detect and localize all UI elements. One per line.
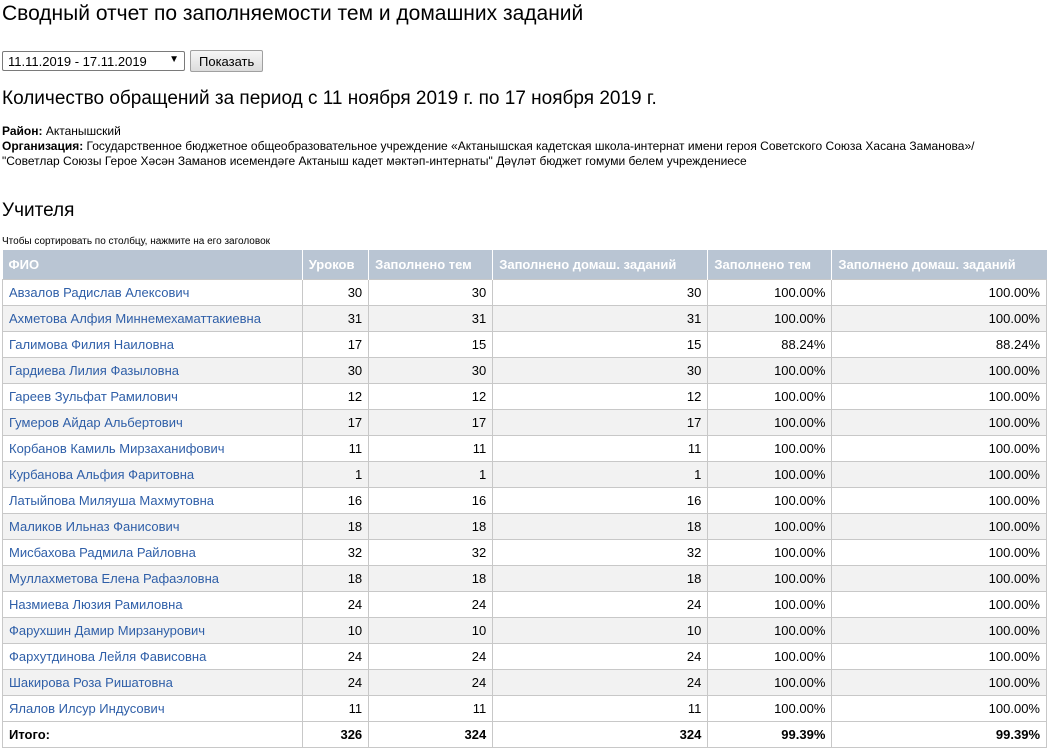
table-row bbox=[3, 306, 1047, 332]
cell-topics-filled: 24 bbox=[369, 592, 493, 618]
cell-fio bbox=[3, 436, 303, 462]
teacher-link[interactable]: Маликов Ильназ Фанисович bbox=[9, 519, 180, 534]
teacher-link[interactable]: Фархутдинова Лейля Фависовна bbox=[9, 649, 207, 664]
cell-topics-percent: 100.00% bbox=[708, 436, 832, 462]
table-row bbox=[3, 644, 1047, 670]
cell-topics-filled: 15 bbox=[369, 332, 493, 358]
period-select-value: 11.11.2019 - 17.11.2019 bbox=[8, 53, 147, 69]
cell-fio bbox=[3, 488, 303, 514]
cell-homework-filled: 10 bbox=[493, 618, 708, 644]
table-row bbox=[3, 488, 1047, 514]
cell-topics-percent: 100.00% bbox=[708, 618, 832, 644]
cell-homework-filled: 30 bbox=[493, 280, 708, 306]
table-row bbox=[3, 540, 1047, 566]
section-title: Учителя bbox=[2, 200, 75, 221]
cell-homework-percent: 100.00% bbox=[832, 566, 1047, 592]
organization-line bbox=[2, 139, 1032, 169]
cell-fio bbox=[3, 696, 303, 722]
total-topics-filled: 324 bbox=[369, 722, 493, 748]
cell-homework-percent: 100.00% bbox=[832, 514, 1047, 540]
district-value: Актанышский bbox=[45, 124, 121, 138]
cell-lessons: 17 bbox=[302, 410, 368, 436]
cell-fio bbox=[3, 644, 303, 670]
table-row bbox=[3, 618, 1047, 644]
cell-homework-filled: 17 bbox=[493, 410, 708, 436]
cell-topics-percent: 100.00% bbox=[708, 410, 832, 436]
cell-topics-filled: 31 bbox=[369, 306, 493, 332]
teacher-link[interactable]: Фарухшин Дамир Мирзанурович bbox=[9, 623, 206, 638]
cell-lessons: 24 bbox=[302, 644, 368, 670]
table-row bbox=[3, 514, 1047, 540]
col-header-fio[interactable]: ФИО bbox=[3, 250, 303, 280]
page-title: Сводный отчет по заполняемости тем и домашних заданий bbox=[2, 2, 584, 25]
cell-fio bbox=[3, 566, 303, 592]
teacher-link[interactable]: Гареев Зульфат Рамилович bbox=[9, 389, 178, 404]
cell-fio bbox=[3, 332, 303, 358]
cell-lessons: 24 bbox=[302, 592, 368, 618]
cell-topics-percent: 100.00% bbox=[708, 462, 832, 488]
cell-homework-percent: 100.00% bbox=[832, 670, 1047, 696]
table-row bbox=[3, 436, 1047, 462]
cell-lessons: 24 bbox=[302, 670, 368, 696]
table-row bbox=[3, 670, 1047, 696]
teacher-link[interactable]: Латыйпова Миляуша Махмутовна bbox=[9, 493, 215, 508]
district-label: Район: bbox=[2, 124, 43, 138]
cell-fio bbox=[3, 280, 303, 306]
cell-topics-percent: 100.00% bbox=[708, 280, 832, 306]
table-row bbox=[3, 410, 1047, 436]
cell-lessons: 30 bbox=[302, 280, 368, 306]
total-lessons: 326 bbox=[302, 722, 368, 748]
sort-hint: Чтобы сортировать по столбцу, нажмите на его заголовок bbox=[2, 236, 271, 247]
teacher-link[interactable]: Гардиева Лилия Фазыловна bbox=[9, 363, 179, 378]
cell-homework-percent: 100.00% bbox=[832, 462, 1047, 488]
teacher-link[interactable]: Гумеров Айдар Альбертович bbox=[9, 415, 183, 430]
cell-lessons: 11 bbox=[302, 436, 368, 462]
cell-topics-filled: 32 bbox=[369, 540, 493, 566]
cell-lessons: 31 bbox=[302, 306, 368, 332]
table-body bbox=[3, 280, 1047, 748]
cell-topics-filled: 11 bbox=[369, 696, 493, 722]
cell-homework-percent: 100.00% bbox=[832, 384, 1047, 410]
cell-lessons: 11 bbox=[302, 696, 368, 722]
cell-homework-filled: 18 bbox=[493, 514, 708, 540]
col-header-topics-percent[interactable]: Заполнено тем bbox=[708, 250, 832, 280]
cell-homework-filled: 11 bbox=[493, 696, 708, 722]
teachers-table bbox=[2, 250, 1047, 748]
teacher-link[interactable]: Авзалов Радислав Алексович bbox=[9, 285, 190, 300]
table-row bbox=[3, 462, 1047, 488]
cell-fio bbox=[3, 462, 303, 488]
cell-topics-percent: 100.00% bbox=[708, 592, 832, 618]
cell-topics-filled: 30 bbox=[369, 358, 493, 384]
cell-homework-percent: 100.00% bbox=[832, 410, 1047, 436]
cell-topics-filled: 18 bbox=[369, 514, 493, 540]
show-button[interactable]: Показать bbox=[190, 50, 263, 72]
organization-value: Государственное бюджетное общеобразовательное учреждение «Актанышская кадетская школа-интернат имени героя Советского Союза Хасана Заманова»/ "Советлар Союзы Герое Хәсән Заманов исемендәге Актаныш кадет мәктәп-интернаты" Дәүләт бюджет гомуми белем учреждениесе bbox=[2, 139, 975, 168]
period-select[interactable] bbox=[2, 51, 185, 71]
total-homework-filled: 324 bbox=[493, 722, 708, 748]
total-topics-percent: 99.39% bbox=[708, 722, 832, 748]
cell-topics-percent: 100.00% bbox=[708, 488, 832, 514]
cell-homework-filled: 24 bbox=[493, 644, 708, 670]
cell-topics-filled: 24 bbox=[369, 644, 493, 670]
teacher-link[interactable]: Корбанов Камиль Мирзаханифович bbox=[9, 441, 225, 456]
teacher-link[interactable]: Ялалов Илсур Индусович bbox=[9, 701, 165, 716]
cell-homework-filled: 32 bbox=[493, 540, 708, 566]
cell-lessons: 32 bbox=[302, 540, 368, 566]
cell-homework-filled: 11 bbox=[493, 436, 708, 462]
cell-topics-filled: 16 bbox=[369, 488, 493, 514]
cell-homework-filled: 1 bbox=[493, 462, 708, 488]
cell-homework-filled: 24 bbox=[493, 670, 708, 696]
cell-homework-filled: 18 bbox=[493, 566, 708, 592]
teacher-link[interactable]: Муллахметова Елена Рафаэловна bbox=[9, 571, 219, 586]
cell-homework-percent: 100.00% bbox=[832, 592, 1047, 618]
teacher-link[interactable]: Галимова Филия Наиловна bbox=[9, 337, 174, 352]
org-info bbox=[2, 124, 1032, 169]
cell-fio bbox=[3, 618, 303, 644]
table-row bbox=[3, 696, 1047, 722]
cell-homework-percent: 100.00% bbox=[832, 644, 1047, 670]
cell-fio bbox=[3, 514, 303, 540]
cell-lessons: 30 bbox=[302, 358, 368, 384]
cell-homework-percent: 100.00% bbox=[832, 488, 1047, 514]
cell-homework-filled: 24 bbox=[493, 592, 708, 618]
cell-homework-percent: 100.00% bbox=[832, 306, 1047, 332]
cell-homework-percent: 100.00% bbox=[832, 696, 1047, 722]
cell-topics-percent: 100.00% bbox=[708, 306, 832, 332]
cell-fio bbox=[3, 670, 303, 696]
col-header-homework-percent[interactable]: Заполнено домаш. заданий bbox=[832, 250, 1047, 280]
cell-homework-filled: 15 bbox=[493, 332, 708, 358]
cell-topics-percent: 88.24% bbox=[708, 332, 832, 358]
cell-topics-filled: 10 bbox=[369, 618, 493, 644]
cell-homework-filled: 12 bbox=[493, 384, 708, 410]
cell-lessons: 10 bbox=[302, 618, 368, 644]
cell-lessons: 12 bbox=[302, 384, 368, 410]
cell-topics-filled: 30 bbox=[369, 280, 493, 306]
table-row bbox=[3, 592, 1047, 618]
cell-topics-filled: 12 bbox=[369, 384, 493, 410]
table-row bbox=[3, 384, 1047, 410]
district-line bbox=[2, 124, 1032, 139]
period-heading: Количество обращений за период с 11 ноября 2019 г. по 17 ноября 2019 г. bbox=[2, 88, 657, 109]
cell-lessons: 17 bbox=[302, 332, 368, 358]
table-row bbox=[3, 280, 1047, 306]
cell-homework-filled: 30 bbox=[493, 358, 708, 384]
table-row bbox=[3, 358, 1047, 384]
cell-homework-percent: 100.00% bbox=[832, 280, 1047, 306]
cell-lessons: 1 bbox=[302, 462, 368, 488]
teacher-link[interactable]: Ахметова Алфия Миннемехаматтакиевна bbox=[9, 311, 261, 326]
teacher-link[interactable]: Назмиева Люзия Рамиловна bbox=[9, 597, 183, 612]
cell-topics-percent: 100.00% bbox=[708, 644, 832, 670]
cell-fio bbox=[3, 410, 303, 436]
table-total-row bbox=[3, 722, 1047, 748]
teacher-link[interactable]: Мисбахова Радмила Райловна bbox=[9, 545, 196, 560]
cell-lessons: 16 bbox=[302, 488, 368, 514]
cell-topics-filled: 18 bbox=[369, 566, 493, 592]
cell-fio bbox=[3, 384, 303, 410]
cell-homework-filled: 31 bbox=[493, 306, 708, 332]
cell-fio bbox=[3, 592, 303, 618]
cell-topics-percent: 100.00% bbox=[708, 566, 832, 592]
col-header-homework-filled[interactable]: Заполнено домаш. заданий bbox=[493, 250, 708, 280]
table-row bbox=[3, 332, 1047, 358]
period-controls bbox=[2, 50, 263, 72]
cell-topics-percent: 100.00% bbox=[708, 696, 832, 722]
cell-lessons: 18 bbox=[302, 566, 368, 592]
cell-topics-percent: 100.00% bbox=[708, 384, 832, 410]
cell-fio bbox=[3, 358, 303, 384]
cell-topics-filled: 24 bbox=[369, 670, 493, 696]
cell-fio bbox=[3, 306, 303, 332]
col-header-topics-filled[interactable]: Заполнено тем bbox=[369, 250, 493, 280]
cell-homework-percent: 100.00% bbox=[832, 540, 1047, 566]
cell-topics-percent: 100.00% bbox=[708, 358, 832, 384]
total-homework-percent: 99.39% bbox=[832, 722, 1047, 748]
col-header-lessons[interactable]: Уроков bbox=[302, 250, 368, 280]
chevron-down-icon: ▼ bbox=[169, 54, 179, 65]
cell-topics-filled: 1 bbox=[369, 462, 493, 488]
cell-homework-percent: 100.00% bbox=[832, 358, 1047, 384]
cell-homework-percent: 100.00% bbox=[832, 618, 1047, 644]
teacher-link[interactable]: Курбанова Альфия Фаритовна bbox=[9, 467, 195, 482]
table-row bbox=[3, 566, 1047, 592]
cell-topics-filled: 17 bbox=[369, 410, 493, 436]
teacher-link[interactable]: Шакирова Роза Ришатовна bbox=[9, 675, 173, 690]
cell-topics-percent: 100.00% bbox=[708, 540, 832, 566]
table-header-row bbox=[3, 250, 1047, 280]
organization-label: Организация: bbox=[2, 139, 84, 153]
total-label: Итого: bbox=[3, 722, 303, 748]
cell-homework-percent: 100.00% bbox=[832, 436, 1047, 462]
cell-topics-percent: 100.00% bbox=[708, 670, 832, 696]
cell-homework-percent: 88.24% bbox=[832, 332, 1047, 358]
cell-fio bbox=[3, 540, 303, 566]
cell-topics-filled: 11 bbox=[369, 436, 493, 462]
cell-topics-percent: 100.00% bbox=[708, 514, 832, 540]
cell-lessons: 18 bbox=[302, 514, 368, 540]
cell-homework-filled: 16 bbox=[493, 488, 708, 514]
